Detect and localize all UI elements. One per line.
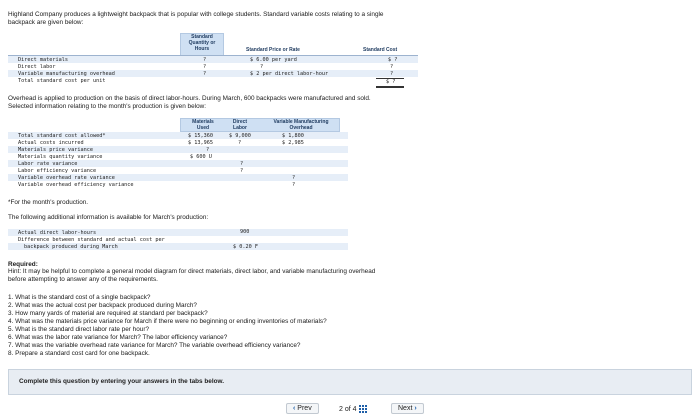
page-of: of [344, 405, 351, 413]
additional-row-label: backpack produced during March [24, 244, 118, 250]
overhead-line-2: Selected information relating to the month's production is given below: [8, 103, 207, 110]
tabs-instruction-box [8, 369, 692, 395]
march-header-materials-1: Materials [192, 119, 214, 125]
std-header-price: Standard Price or Rate [246, 47, 300, 53]
std-row-qty: ? [203, 64, 207, 70]
additional-row-value: $ 0.20 F [233, 244, 258, 250]
march-header-materials [182, 119, 224, 131]
march-header-overhead-1: Variable Manufacturing [273, 119, 329, 125]
std-row-price: $ 6.00 per yard [250, 57, 297, 63]
std-row-price: $ 2 per direct labor-hour [250, 71, 329, 77]
march-row-overhead: $ 1,800 [282, 133, 304, 139]
required-hint-2: before attempting to answer any of the requirements. [8, 276, 158, 283]
question-item: 2. What was the actual cost per backpack produced during March? [8, 302, 197, 309]
march-row-labor: $ 9,000 [229, 133, 251, 139]
std-row-cost: ? [390, 71, 394, 77]
std-row-label: Total standard cost per unit [18, 78, 106, 84]
required-hint-1: Hint: It may be helpful to complete a general model diagram for direct materials, direct labor, and variable manufacturing overhead [8, 268, 376, 275]
march-row-materials: $ 13,965 [188, 140, 213, 146]
std-row-qty: ? [203, 57, 207, 63]
question-item: 5. What is the standard direct labor rate per hour? [8, 326, 150, 333]
march-row-label: Labor rate variance [18, 161, 78, 167]
march-row-label: Actual costs incurred [18, 140, 84, 146]
march-row-materials: ? [206, 147, 210, 153]
next-label: Next [398, 405, 413, 412]
march-row-labor: ? [240, 168, 244, 174]
march-header-overhead-2: Overhead [289, 125, 313, 131]
march-row-label: Variable overhead efficiency variance [18, 182, 134, 188]
march-header-materials-2: Used [196, 125, 210, 131]
std-header-qty-3: Hours [194, 46, 210, 52]
march-row-label: Labor efficiency variance [18, 168, 97, 174]
march-row-materials: $ 15,360 [188, 133, 213, 139]
question-item: 4. What was the materials price variance for March if there were no beginning or ending inventories of materials? [8, 318, 327, 325]
std-row-cost: $ ? [386, 79, 396, 85]
march-row-label: Materials price variance [18, 147, 93, 153]
page-indicator[interactable] [339, 405, 367, 413]
std-row-label: Direct materials [18, 57, 68, 63]
march-row-overhead: ? [292, 175, 296, 181]
march-row-label: Total standard cost allowed* [18, 133, 106, 139]
march-row-label: Variable overhead rate variance [18, 175, 115, 181]
march-row-labor: ? [240, 161, 244, 167]
std-header-qty-1: Standard [191, 34, 213, 40]
tabs-instruction: Complete this question by entering your answers in the tabs below. [19, 378, 225, 385]
std-row-cost: ? [390, 64, 394, 70]
page-current: 2 [339, 405, 343, 413]
std-header-qty [180, 33, 224, 57]
prev-label: Prev [297, 405, 312, 412]
grid-icon [359, 405, 367, 413]
march-header-labor-1: Direct [232, 119, 248, 125]
question-item: 1. What is the standard cost of a single backpack? [8, 294, 151, 301]
question-item: 7. What was the variable overhead rate variance for March? The variable overhead efficiency variance? [8, 342, 301, 349]
march-row-labor: ? [238, 140, 242, 146]
std-row-qty: ? [203, 71, 207, 77]
required-title: Required: [8, 261, 38, 268]
additional-row-label: Actual direct labor-hours [18, 230, 97, 236]
overhead-line-1: Overhead is applied to production on the basis of direct labor-hours. During March, 600 backpacks were manufactured and sold. [8, 95, 371, 102]
std-header-qty-2: Quantity or [188, 40, 216, 46]
additional-row-label: Difference between standard and actual cost per [18, 237, 165, 243]
additional-row-value: 900 [240, 229, 250, 235]
footnote: *For the month's production. [8, 199, 89, 206]
std-row-label: Direct labor [18, 64, 56, 70]
march-row-overhead: $ 2,985 [282, 140, 304, 146]
std-row-cost: $ ? [388, 57, 398, 63]
intro-line-2: backpack are given below: [8, 19, 84, 26]
additional-intro: The following additional information is available for March's production: [8, 214, 209, 221]
next-button[interactable] [391, 403, 424, 414]
std-header-cost: Standard Cost [363, 47, 398, 53]
intro-line-1: Highland Company produces a lightweight backpack that is popular with college students. Standard variable costs relating to a single [8, 11, 384, 18]
chevron-right-icon: › [414, 405, 417, 412]
chevron-left-icon: ‹ [293, 405, 296, 412]
march-header-labor [226, 119, 254, 131]
march-row-label: Materials quantity variance [18, 154, 103, 160]
page-total: 4 [352, 405, 357, 413]
prev-button[interactable] [286, 403, 319, 414]
std-total-double-rule [376, 86, 404, 88]
std-row-label: Variable manufacturing overhead [18, 71, 115, 77]
march-row-materials: $ 600 U [190, 154, 212, 160]
question-item: 8. Prepare a standard cost card for one backpack. [8, 350, 150, 357]
march-header-labor-2: Labor [233, 125, 247, 131]
march-header-overhead [262, 119, 340, 131]
std-row-shade-1 [8, 56, 418, 63]
march-row-overhead: ? [292, 182, 296, 188]
question-item: 6. What was the labor rate variance for March? The labor efficiency variance? [8, 334, 228, 341]
std-row-price: ? [260, 64, 264, 70]
question-item: 3. How many yards of material are required at standard per backpack? [8, 310, 208, 317]
